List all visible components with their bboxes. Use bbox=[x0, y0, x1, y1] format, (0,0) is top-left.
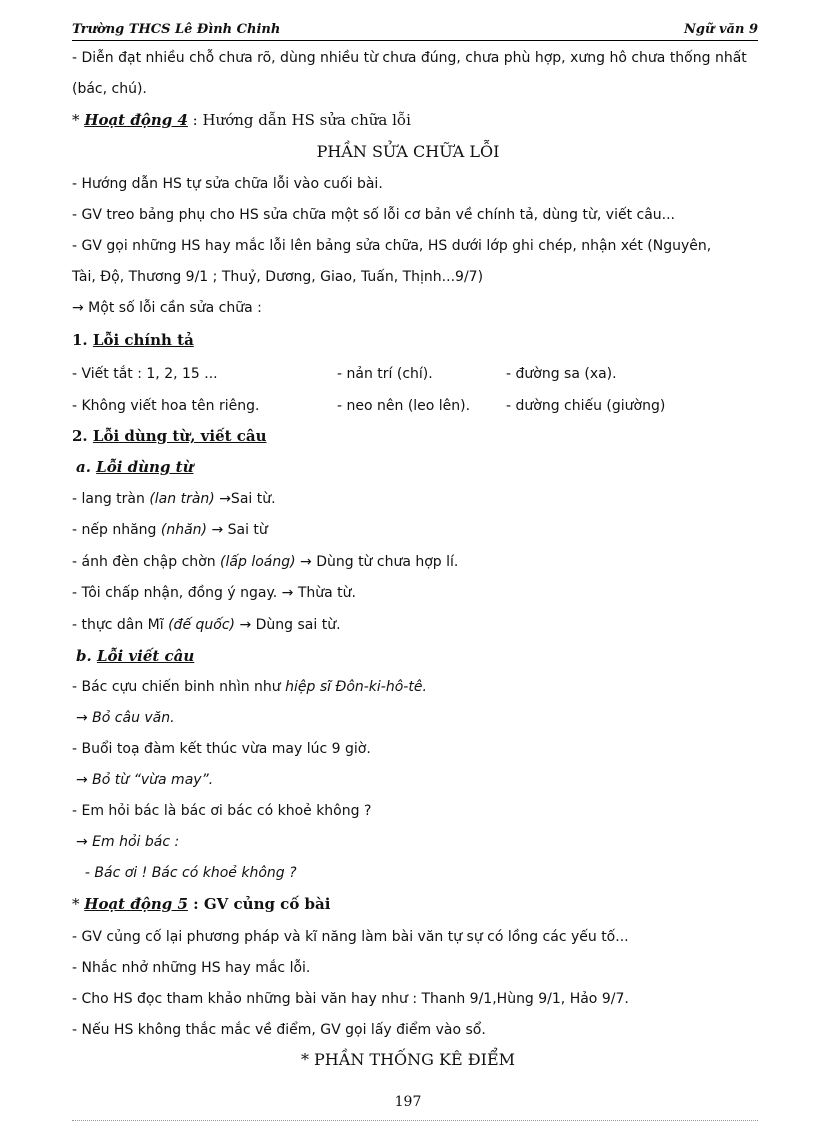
subheading-number: a. bbox=[76, 458, 97, 476]
sentence-fix-line: → Bỏ từ “vừa may”. bbox=[76, 772, 214, 788]
text-line bbox=[72, 299, 262, 317]
text-line: - Hướng dẫn HS tự sửa chữa lỗi vào cuối bài. bbox=[72, 176, 383, 192]
subheading-a bbox=[76, 458, 194, 476]
activity-label: Hoạt động 5 bbox=[84, 895, 188, 913]
word-error-line: - Tôi chấp nhận, đồng ý ngay. → Thừa từ. bbox=[72, 585, 356, 601]
subheading-2 bbox=[72, 427, 267, 445]
text-line: (bác, chú). bbox=[72, 81, 147, 97]
text-span: - Bác cựu chiến binh nhìn như bbox=[72, 679, 286, 695]
sentence-error-line bbox=[72, 678, 427, 696]
activity-5-heading bbox=[72, 895, 330, 913]
activity-4-heading bbox=[72, 111, 411, 129]
word-error-line bbox=[72, 553, 458, 571]
subheading-1 bbox=[72, 331, 194, 349]
spelling-item: - Không viết hoa tên riêng. bbox=[72, 398, 260, 414]
sentence-error-line: - Buổi toạ đàm kết thúc vừa may lúc 9 giờ. bbox=[72, 741, 371, 757]
subheading-b bbox=[76, 647, 194, 665]
text-line: - Nếu HS không thắc mắc về điểm, GV gọi lấy điểm vào sổ. bbox=[72, 1022, 486, 1038]
correction-text: (lan tràn) bbox=[149, 491, 215, 507]
word-error-line bbox=[72, 521, 268, 539]
subheading-number: 2. bbox=[72, 427, 93, 445]
correction-text: (đế quốc) bbox=[168, 617, 235, 633]
text-line: - GV gọi những HS hay mắc lỗi lên bảng sửa chữa, HS dưới lớp ghi chép, nhận xét (Nguyên, bbox=[72, 238, 712, 254]
activity-text: : GV củng cố bài bbox=[187, 895, 331, 913]
word-error-line bbox=[72, 616, 341, 634]
activity-label: Hoạt động 4 bbox=[84, 111, 188, 129]
subheading-text: Lỗi chính tả bbox=[92, 331, 194, 349]
activity-star: * bbox=[72, 895, 85, 913]
subheading-number: 1. bbox=[72, 331, 93, 349]
italic-text: hiệp sĩ Đôn-ki-hô-tê. bbox=[285, 679, 427, 695]
text-line: - Diễn đạt nhiều chỗ chưa rõ, dùng nhiều từ chưa đúng, chưa phù hợp, xưng hô chưa thống nhất bbox=[72, 50, 747, 66]
text-span: - ánh đèn chập chờn bbox=[72, 554, 221, 570]
page-header bbox=[72, 20, 758, 41]
sentence-fix-line: → Em hỏi bác : bbox=[76, 834, 180, 850]
arrow-icon: → bbox=[72, 300, 84, 316]
section-title: PHẦN SỬA CHỮA LỖI bbox=[316, 142, 500, 161]
spelling-item: - dường chiếu (giường) bbox=[506, 398, 666, 414]
spelling-item: - Viết tắt : 1, 2, 15 ... bbox=[72, 366, 218, 382]
text-line: - GV củng cố lại phương pháp và kĩ năng làm bài văn tự sự có lồng các yếu tố... bbox=[72, 929, 629, 945]
footer-divider bbox=[72, 1120, 758, 1121]
word-error-line bbox=[72, 490, 276, 508]
subheading-number: b. bbox=[76, 647, 97, 665]
sentence-error-line: - Em hỏi bác là bác ơi bác có khoẻ không ? bbox=[72, 803, 372, 819]
correction-text: (nhăn) bbox=[160, 522, 207, 538]
text-line: - Cho HS đọc tham khảo những bài văn hay như : Thanh 9/1,Hùng 9/1, Hảo 9/7. bbox=[72, 991, 629, 1007]
text-span: → Dùng sai từ. bbox=[235, 617, 341, 633]
correction-text: (lấp loáng) bbox=[220, 554, 296, 570]
text-span: →Sai từ. bbox=[214, 491, 276, 507]
subheading-text: Lỗi dùng từ bbox=[96, 458, 194, 476]
header-school: Trường THCS Lê Đình Chinh bbox=[72, 22, 281, 37]
text-span: - lang tràn bbox=[72, 491, 150, 507]
sentence-fix-line: → Bỏ câu văn. bbox=[76, 710, 175, 726]
text-span: - thực dân Mĩ bbox=[72, 617, 169, 633]
activity-text: : Hướng dẫn HS sửa chữa lỗi bbox=[187, 111, 411, 129]
text-span: → Dùng từ chưa hợp lí. bbox=[295, 554, 459, 570]
text-span: - nếp nhăng bbox=[72, 522, 161, 538]
section-title: * PHẦN THỐNG KÊ ĐIỂM bbox=[300, 1050, 516, 1069]
text-span: Một số lỗi cần sửa chữa : bbox=[83, 300, 262, 316]
activity-star: * bbox=[72, 111, 85, 129]
spelling-item: - nản trí (chí). bbox=[337, 366, 433, 382]
subheading-text: Lỗi dùng từ, viết câu bbox=[92, 427, 267, 445]
sentence-fix-line: - Bác ơi ! Bác có khoẻ không ? bbox=[76, 865, 297, 881]
text-line: - GV treo bảng phụ cho HS sửa chữa một số lỗi cơ bản về chính tả, dùng từ, viết câu... bbox=[72, 207, 676, 223]
text-line: - Nhắc nhở những HS hay mắc lỗi. bbox=[72, 960, 311, 976]
page-number: 197 bbox=[394, 1094, 422, 1110]
spelling-item: - đường sa (xa). bbox=[506, 366, 617, 382]
spelling-item: - neo nên (leo lên). bbox=[337, 398, 471, 414]
subheading-text: Lỗi viết câu bbox=[96, 647, 195, 665]
text-line: Tài, Độ, Thương 9/1 ; Thuỷ, Dương, Giao, Tuấn, Thịnh...9/7) bbox=[72, 269, 484, 285]
header-subject: Ngữ văn 9 bbox=[684, 22, 758, 37]
text-span: → Sai từ bbox=[207, 522, 268, 538]
